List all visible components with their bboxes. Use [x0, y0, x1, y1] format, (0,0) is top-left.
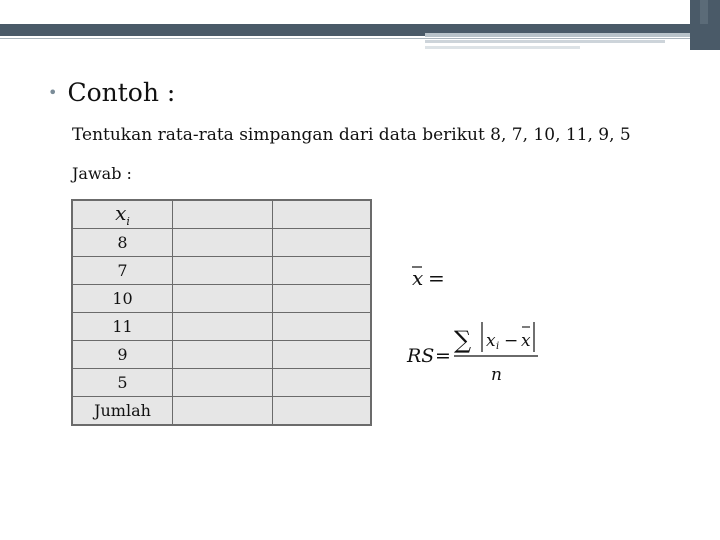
deviation-table [71, 199, 372, 426]
equals-sign: = [428, 266, 445, 290]
sum-icon: ∑ [454, 326, 472, 354]
row-value: 9 [72, 341, 173, 369]
row-value: 11 [72, 313, 173, 341]
table-cell [173, 285, 273, 313]
row-value: 8 [72, 229, 173, 257]
table-row [72, 257, 371, 285]
row-value: 10 [72, 285, 173, 313]
table-row [72, 229, 371, 257]
rs-label: RS [407, 345, 435, 367]
table-cell [273, 313, 372, 341]
table-cell [173, 257, 273, 285]
heading-text: Contoh : [67, 78, 176, 107]
xi-symbol: x [486, 331, 496, 351]
table-cell [173, 229, 273, 257]
header-line [0, 38, 720, 39]
mean-symbol: x [412, 266, 424, 290]
header-stripe [425, 46, 580, 49]
table-cell [273, 285, 372, 313]
table-header-row [72, 200, 371, 229]
xbar-symbol: x [521, 331, 531, 351]
table-cell [273, 397, 372, 426]
bullet-icon: • [48, 83, 58, 102]
rs-formula-graphic [405, 318, 545, 388]
slide-header-decoration [0, 0, 720, 50]
table-total-row [72, 397, 371, 426]
table-row [72, 285, 371, 313]
table-row [72, 341, 371, 369]
header-accent [700, 0, 708, 24]
equals-sign: = [435, 345, 451, 367]
table-cell [173, 200, 273, 229]
table-cell [273, 341, 372, 369]
table-cell [173, 341, 273, 369]
table-row [72, 313, 371, 341]
table-cell [273, 200, 372, 229]
table-row [72, 369, 371, 397]
row-value: 7 [72, 257, 173, 285]
table-cell [273, 257, 372, 285]
heading [48, 78, 175, 107]
table-cell [173, 369, 273, 397]
mean-formula [405, 262, 455, 297]
header-xi: $x_i$ [72, 200, 173, 229]
denominator-n: n [491, 365, 502, 385]
header-stripe [425, 33, 720, 37]
row-value: 5 [72, 369, 173, 397]
minus-sign: − [504, 331, 519, 351]
table-cell [173, 313, 273, 341]
table-cell [273, 369, 372, 397]
mean-formula-graphic [405, 262, 455, 292]
question-text: Tentukan rata-rata simpangan dari data berikut 8, 7, 10, 11, 9, 5 [72, 125, 631, 145]
answer-label: Jawab : [72, 164, 132, 183]
rs-formula [405, 318, 545, 392]
table-cell [173, 397, 273, 426]
xi-subscript: i [496, 341, 500, 352]
table-cell [273, 229, 372, 257]
total-label: Jumlah [72, 397, 173, 426]
header-stripe [425, 40, 665, 43]
